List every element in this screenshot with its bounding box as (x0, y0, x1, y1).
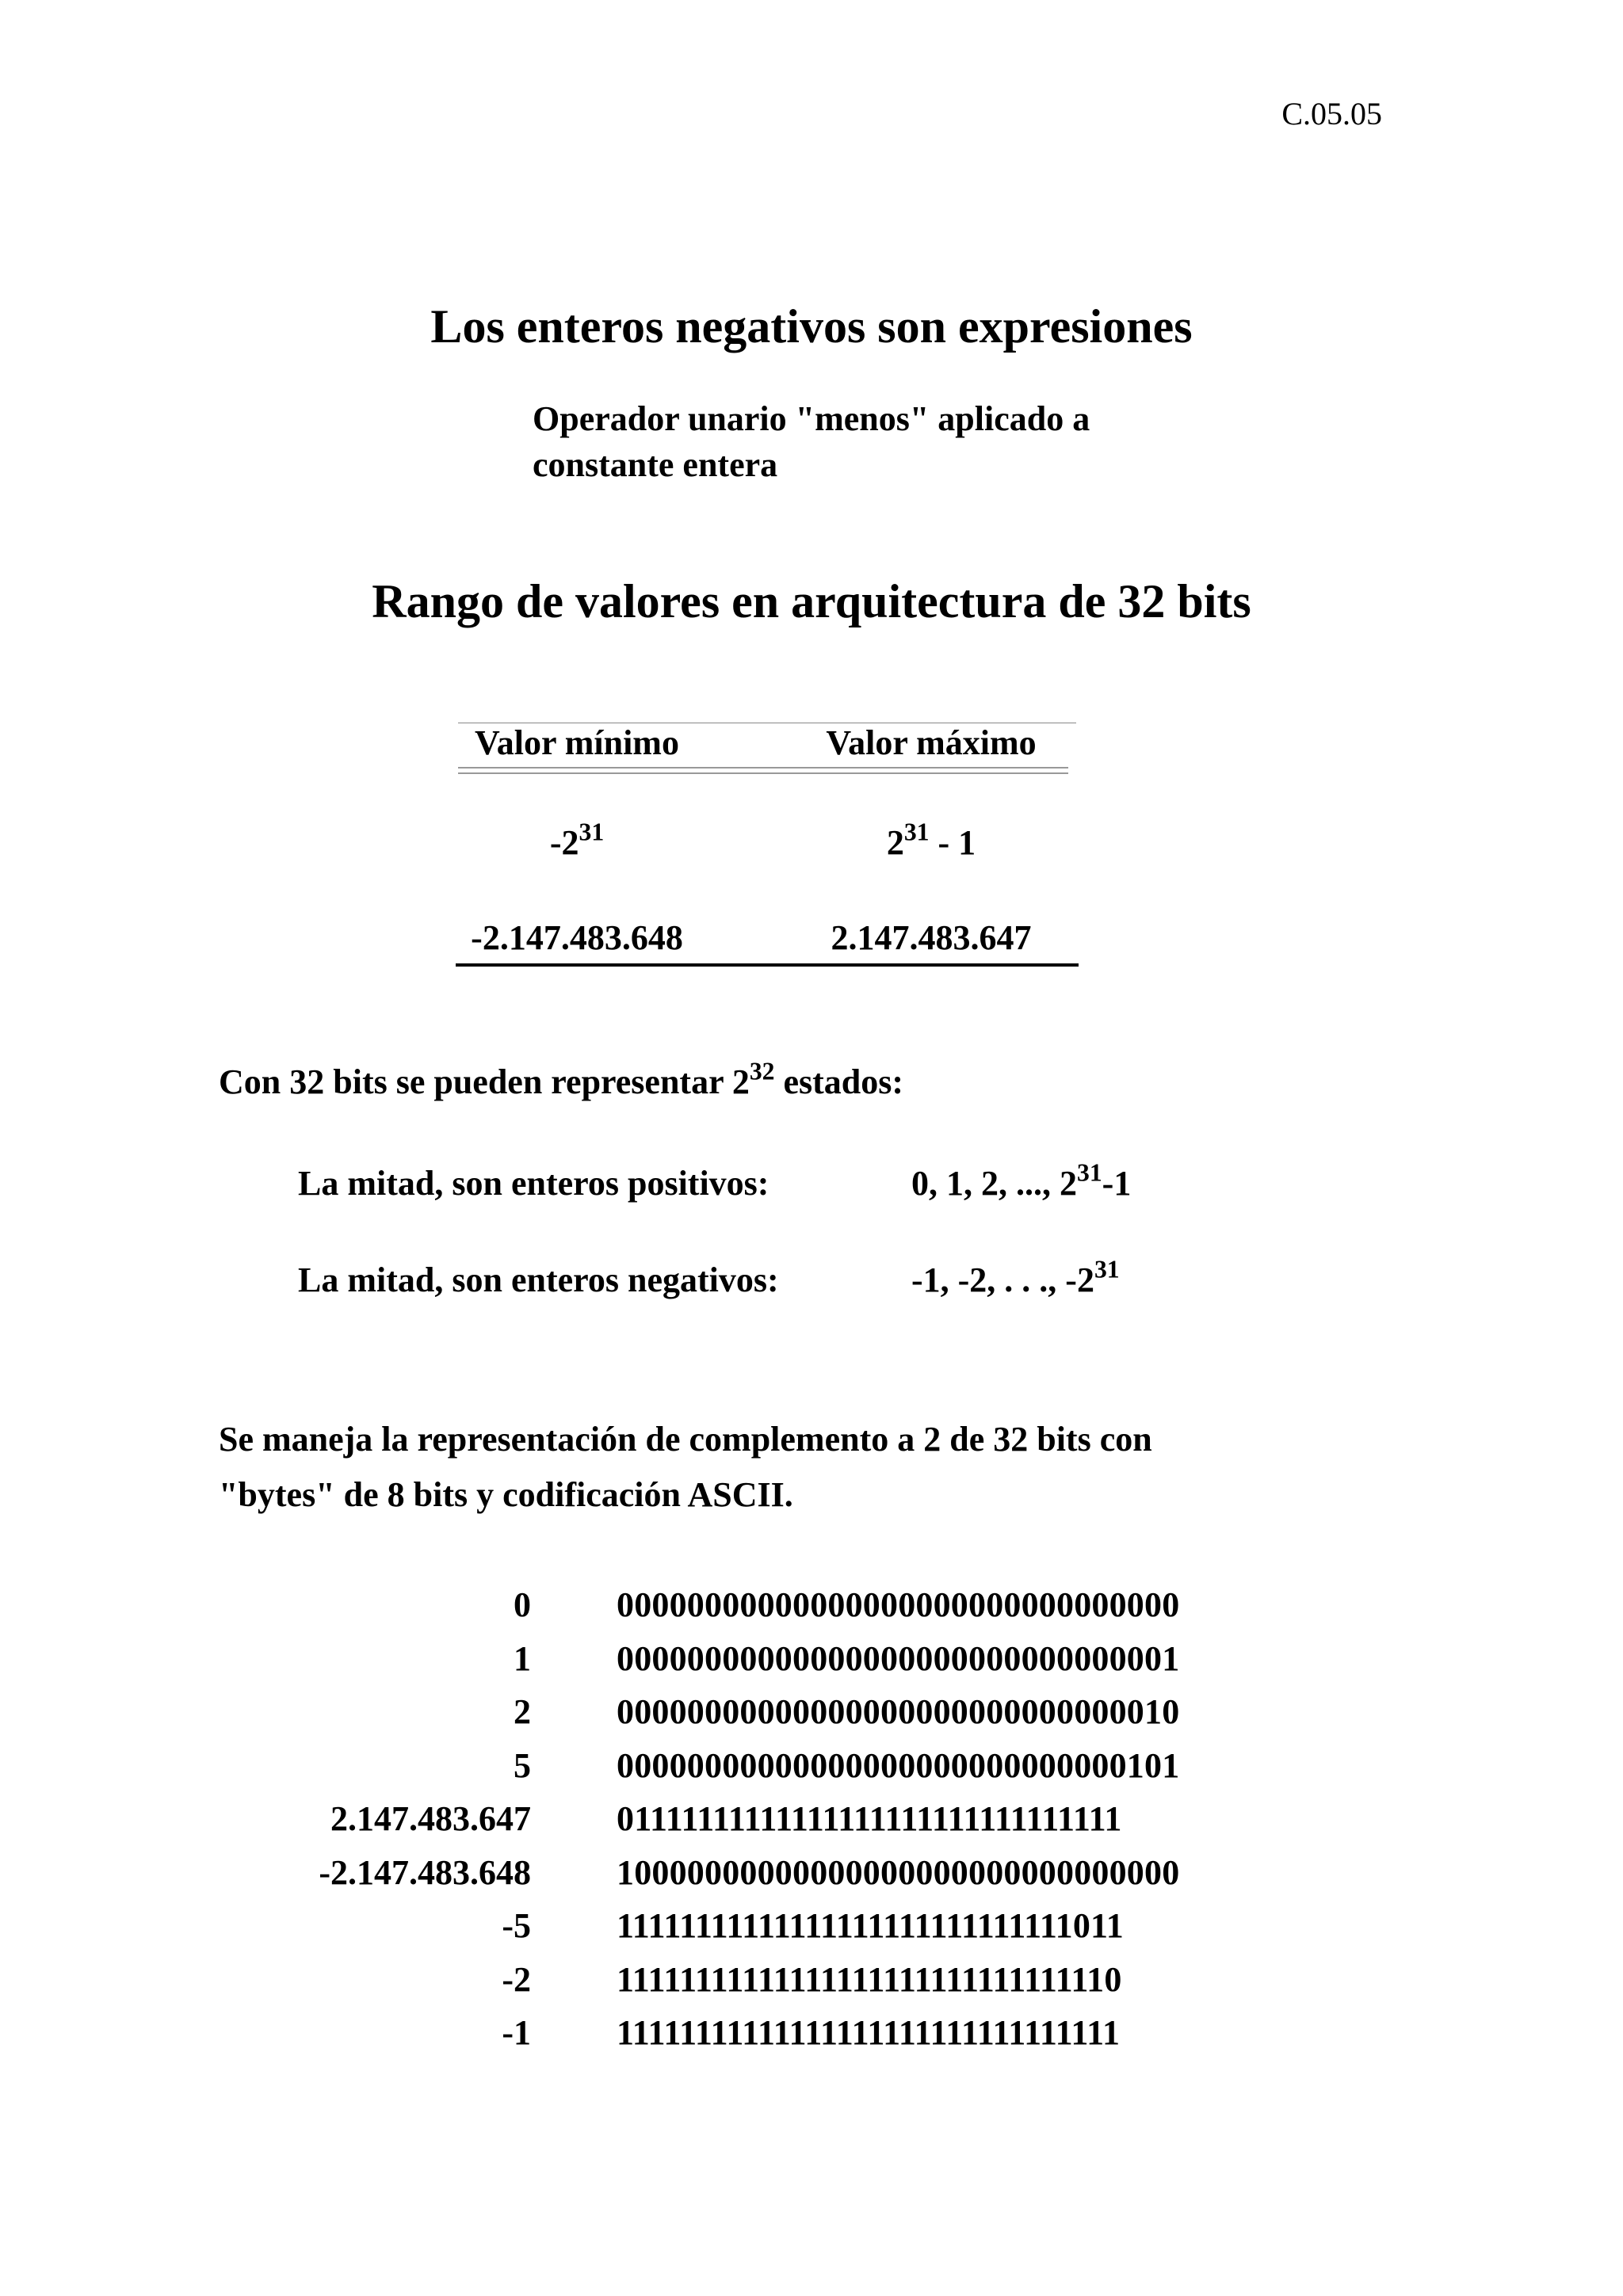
binary-value: 11111111111111111111111111111111 (617, 2013, 1121, 2053)
binary-value: 00000000000000000000000000000101 (617, 1745, 1180, 1785)
range-max-exponent: 31 (903, 818, 930, 846)
heading-value-range: Rango de valores en arquitectura de 32 bits (372, 575, 1251, 627)
table-row (238, 1739, 1179, 1793)
paragraph-line-1: Se maneja la representación de complemento a 2 de 32 bits con (219, 1420, 1152, 1459)
binary-representation-table (238, 1578, 1179, 2060)
range-max-base: 2 (886, 823, 904, 862)
heading-negative-integers: Los enteros negativos son expresiones (430, 300, 1193, 353)
binary-value: 11111111111111111111111111111011 (617, 1906, 1124, 1946)
half-negative-base: -1, -2, . . ., -2 (911, 1261, 1094, 1299)
decimal-value: -2 (502, 1959, 531, 1999)
states-prefix: Con 32 bits se pueden representar 2 (219, 1062, 750, 1101)
table-row (238, 2006, 1179, 2060)
half-negative-label: La mitad, son enteros negativos: (298, 1261, 779, 1299)
page-code: C.05.05 (1281, 96, 1382, 132)
half-positive-suffix: -1 (1102, 1164, 1132, 1203)
half-negative-value (911, 1255, 1120, 1300)
binary-value: 01111111111111111111111111111111 (617, 1799, 1122, 1839)
half-positive-value (911, 1158, 1132, 1203)
table-row (238, 1899, 1179, 1953)
range-min-power (458, 818, 696, 863)
paragraph-line-2: "bytes" de 8 bits y codificación ASCII. (219, 1475, 793, 1514)
decimal-value: 5 (514, 1745, 531, 1785)
table-row (238, 1578, 1179, 1632)
decimal-value: -1 (502, 2013, 531, 2053)
range-max-number: 2.147.483.647 (831, 918, 1032, 957)
table-row (238, 1632, 1179, 1686)
half-negative-exponent: 31 (1094, 1255, 1120, 1283)
binary-value: 11111111111111111111111111111110 (617, 1959, 1122, 1999)
decimal-value: 0 (514, 1585, 531, 1625)
binary-value: 00000000000000000000000000000000 (617, 1585, 1180, 1625)
range-max-suffix: - 1 (929, 823, 976, 862)
range-min-number: -2.147.483.648 (471, 918, 683, 957)
states-statement (219, 1057, 904, 1102)
half-positive-base: 0, 1, 2, ..., 2 (911, 1164, 1077, 1203)
binary-value: 00000000000000000000000000000010 (617, 1692, 1180, 1732)
states-exponent: 32 (749, 1057, 775, 1085)
range-max-power (800, 818, 1062, 863)
binary-value: 00000000000000000000000000000001 (617, 1638, 1180, 1678)
decimal-value: 1 (514, 1638, 531, 1678)
subheading-line-2: constante entera (533, 445, 778, 484)
subheading-unary-minus (533, 396, 1090, 488)
range-header-min: Valor mínimo (475, 723, 679, 762)
decimal-value: -2.147.483.648 (319, 1852, 531, 1892)
binary-value: 10000000000000000000000000000000 (617, 1852, 1180, 1892)
half-positive-exponent: 31 (1077, 1158, 1102, 1187)
half-positive-label: La mitad, son enteros positivos: (298, 1164, 769, 1203)
range-table-header-rule-2 (458, 772, 1068, 774)
range-table-header-rule-1 (458, 767, 1068, 769)
decimal-value: 2 (514, 1692, 531, 1732)
states-suffix: estados: (774, 1062, 904, 1101)
table-row (238, 1792, 1179, 1846)
table-row (238, 1685, 1179, 1739)
range-header-max: Valor máximo (826, 723, 1037, 762)
table-row (238, 1846, 1179, 1900)
range-table-bottom-rule (456, 963, 1079, 967)
table-row (238, 1953, 1179, 2007)
decimal-value: -5 (502, 1906, 531, 1946)
decimal-value: 2.147.483.647 (330, 1799, 531, 1839)
subheading-line-1: Operador unario "menos" aplicado a (533, 399, 1090, 438)
range-min-base: -2 (549, 823, 579, 862)
range-min-exponent: 31 (579, 818, 605, 846)
twos-complement-paragraph (219, 1412, 1407, 1523)
